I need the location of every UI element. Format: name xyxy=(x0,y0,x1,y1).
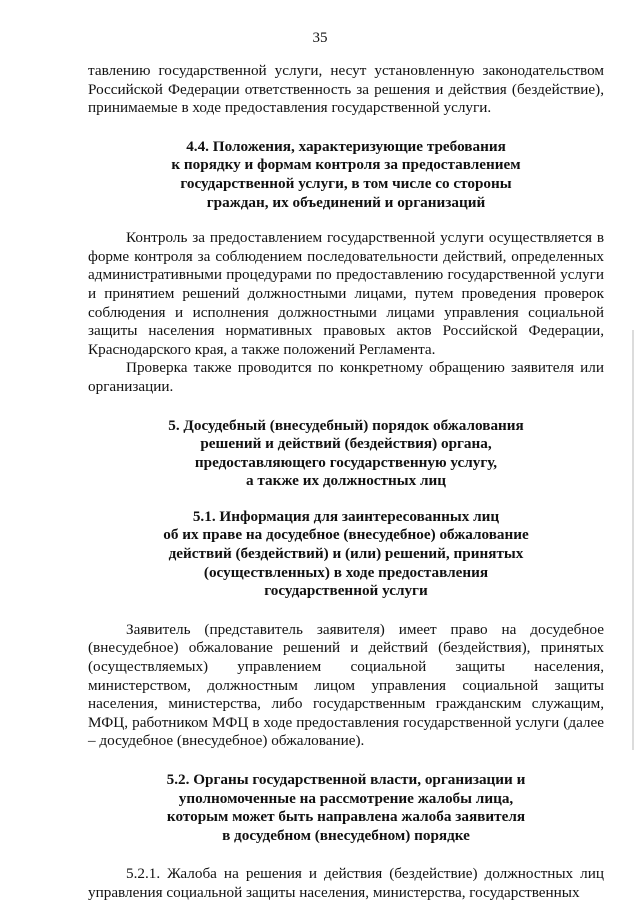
heading-line: 5.2. Органы государственной власти, организации и xyxy=(166,771,526,788)
heading-line: государственной услуги, в том числе со стороны xyxy=(180,174,512,192)
heading-line: 4.4. Положения, характеризующие требования xyxy=(186,137,506,155)
page-content xyxy=(88,62,604,903)
paragraph-intro: тавлению государственной услуги, несут установленную законодательством Российской Федерации ответственность за решения и действия (бездействие), принимаемые в ходе предоставления государственной услуги. xyxy=(88,62,604,117)
heading-4-4 xyxy=(88,138,604,212)
heading-line: граждан, их объединений и организаций xyxy=(206,193,486,211)
page-number: 35 xyxy=(312,30,328,46)
scan-edge-line xyxy=(632,330,634,750)
heading-line: действий (бездействий) и (или) решений, принятых xyxy=(168,545,524,563)
heading-5-2 xyxy=(88,771,604,845)
heading-line: 5. Досудебный (внесудебный) порядок обжалования xyxy=(168,416,524,434)
heading-line: 5.1. Информация для заинтересованных лиц xyxy=(192,507,500,525)
heading-line: об их праве на досудебное (внесудебное) обжалование xyxy=(163,526,529,544)
heading-5 xyxy=(88,417,604,491)
heading-line: уполномоченные на рассмотрение жалобы лица, xyxy=(178,789,514,807)
paragraph-control: Контроль за предоставлением государственной услуги осуществляется в форме контроля за соблюдением последовательности действий, определенных административными процедурами по предоставлению государственной услуги и принятием решений должностными лицами, путем проведения проверок соблюдения и исполнения должностными лицами управления социальной защиты населения нормативных правовых актов Российской Федерации, Краснодарского края, а также положений Регламента. xyxy=(88,229,604,358)
paragraph-check: Проверка также проводится по конкретному обращению заявителя или организации. xyxy=(88,359,604,395)
heading-line: решений и действий (бездействия) органа, xyxy=(200,435,492,453)
heading-line: государственной услуги xyxy=(264,582,428,600)
heading-5-1 xyxy=(88,508,604,601)
heading-line: которым может быть направлена жалоба заявителя xyxy=(166,808,526,826)
heading-line: предоставляющего государственную услугу, xyxy=(194,453,498,471)
paragraph-applicant: Заявитель (представитель заявителя) имеет право на досудебное (внесудебное) обжалование решений и действий (бездействия), принятых (осуществляемых) управлением социальной защиты населения, министерством, должностным лицом управления социальной защиты населения, министерства, либо государственным гражданским служащим, МФЦ, работником МФЦ в ходе предоставления государственной услуги (далее – досудебное (внесудебное) обжалование). xyxy=(88,620,604,750)
heading-line: а также их должностных лиц xyxy=(245,472,447,490)
heading-line: в досудебном (внесудебном) порядке xyxy=(222,826,470,844)
heading-line: к порядку и формам контроля за предоставлением xyxy=(171,156,521,174)
heading-line: (осуществленных) в ходе предоставления xyxy=(203,563,489,581)
paragraph-5-2-1: 5.2.1. Жалоба на решения и действия (бездействие) должностных лиц управления социальной защиты населения, министерства, государственных xyxy=(88,865,604,901)
